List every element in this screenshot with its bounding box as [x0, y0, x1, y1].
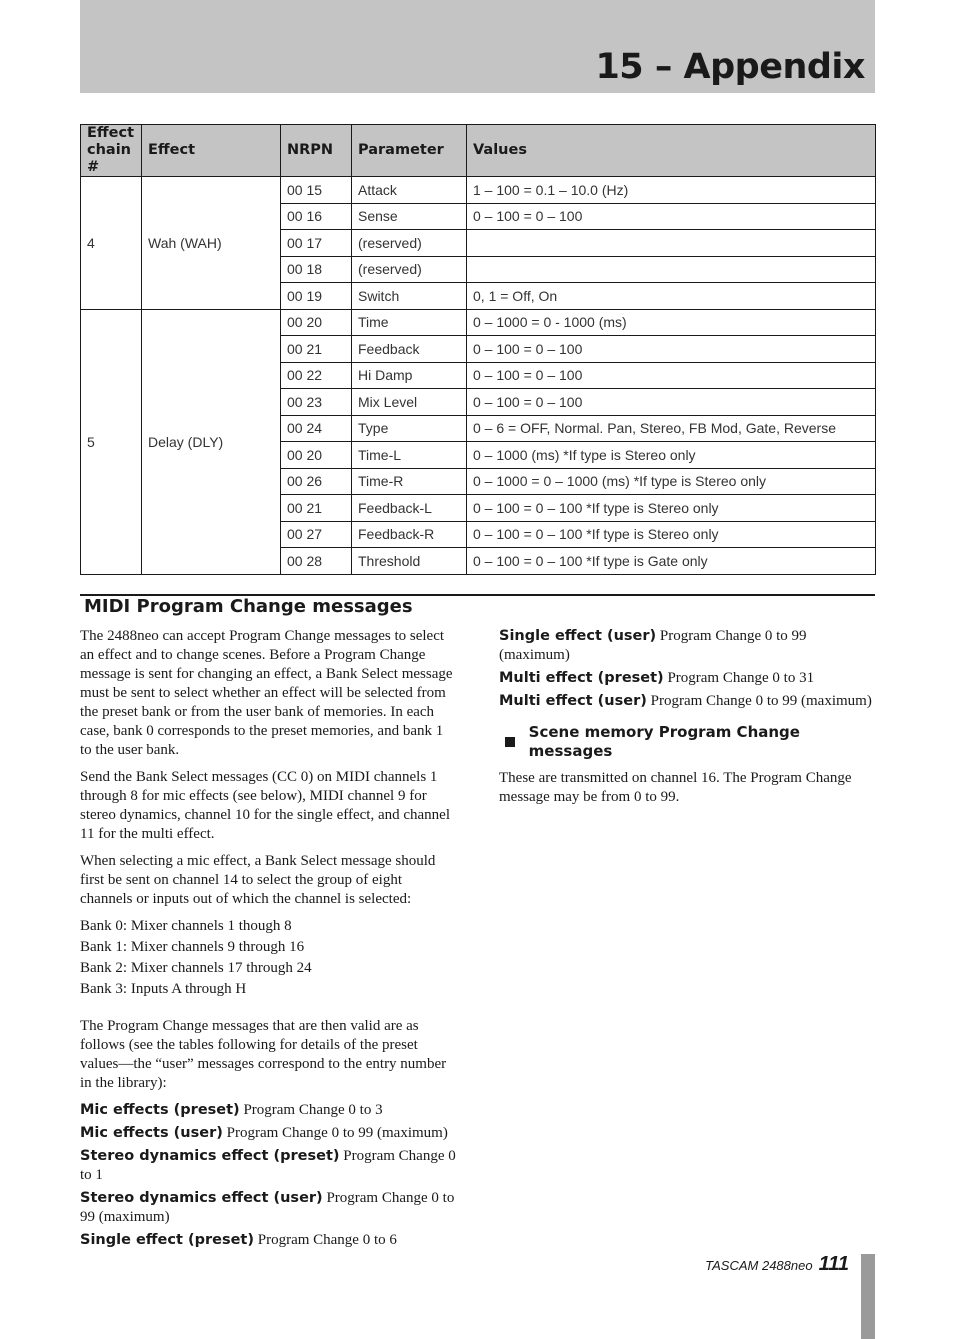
effect-name-cell: Wah (WAH)	[142, 177, 281, 310]
nrpn-cell: 00 26	[281, 468, 352, 495]
parameter-cell: Feedback-R	[352, 521, 467, 548]
square-bullet-icon	[505, 737, 515, 747]
column-header-values: Values	[467, 125, 876, 177]
nrpn-cell: 00 28	[281, 548, 352, 575]
paragraph: The 2488neo can accept Program Change messages to select an effect and to change scenes. Before a Program Change message is sent for changing an effect, a Bank Select message must be sent to select whether an effect will be selected from the preset bank or from the user bank of memories. In each case, bank 0 corresponds to the preset memories, and bank 1 to the user bank.	[80, 628, 453, 758]
nrpn-cell: 00 21	[281, 336, 352, 363]
page-title: 15 – Appendix	[595, 47, 865, 87]
parameter-cell: Time-R	[352, 468, 467, 495]
nrpn-cell: 00 27	[281, 521, 352, 548]
pc-label: Stereo dynamics effect (preset)	[80, 1148, 340, 1164]
parameter-cell: Attack	[352, 177, 467, 204]
nrpn-cell: 00 20	[281, 309, 352, 336]
parameter-cell: Type	[352, 415, 467, 442]
chain-number-cell: 5	[81, 309, 142, 574]
pc-label: Mic effects (preset)	[80, 1102, 240, 1118]
pc-value: Program Change 0 to 3	[243, 1102, 383, 1118]
pc-value: Program Change 0 to 99 (maximum)	[80, 1190, 455, 1225]
nrpn-parameter-table	[80, 124, 876, 575]
footer-brand: TASCAM 2488neo	[705, 1258, 813, 1273]
values-cell	[467, 256, 876, 283]
side-thumb-tab	[861, 1254, 875, 1339]
paragraph: When selecting a mic effect, a Bank Select message should first be sent on channel 14 to select the group of eight channels or inputs out of which the channel is selected:	[80, 853, 436, 907]
values-cell: 0 – 100 = 0 – 100	[467, 362, 876, 389]
page-footer	[705, 1253, 849, 1276]
nrpn-cell: 00 17	[281, 230, 352, 257]
program-change-entry	[499, 627, 877, 665]
parameter-cell: Switch	[352, 283, 467, 310]
page-number: 111	[818, 1253, 849, 1275]
nrpn-cell: 00 18	[281, 256, 352, 283]
program-change-entry	[80, 1189, 458, 1227]
program-change-entry	[80, 1231, 458, 1250]
pc-label: Single effect (user)	[499, 628, 657, 644]
parameter-cell: Feedback	[352, 336, 467, 363]
pc-value: Program Change 0 to 99 (maximum)	[499, 628, 807, 663]
header-band	[80, 0, 875, 93]
column-header-effect: Effect	[142, 125, 281, 177]
bank-item: Bank 3: Inputs A through H	[80, 981, 247, 997]
parameter-cell: (reserved)	[352, 256, 467, 283]
program-change-entry	[80, 1124, 458, 1143]
values-cell: 0 – 1000 (ms) *If type is Stereo only	[467, 442, 876, 469]
bank-list	[80, 917, 458, 999]
values-cell	[467, 230, 876, 257]
values-cell: 0 – 100 = 0 – 100	[467, 203, 876, 230]
pc-value: Program Change 0 to 31	[667, 670, 815, 686]
pc-label: Multi effect (user)	[499, 693, 647, 709]
nrpn-cell: 00 22	[281, 362, 352, 389]
column-header-nrpn: NRPN	[281, 125, 352, 177]
values-cell: 0 – 100 = 0 – 100	[467, 389, 876, 416]
parameter-cell: Threshold	[352, 548, 467, 575]
values-cell: 0 – 100 = 0 – 100 *If type is Gate only	[467, 548, 876, 575]
values-cell: 0 – 1000 = 0 – 1000 (ms) *If type is Stereo only	[467, 468, 876, 495]
parameter-cell: Time	[352, 309, 467, 336]
bank-item: Bank 0: Mixer channels 1 though 8	[80, 918, 292, 934]
values-cell: 0, 1 = Off, On	[467, 283, 876, 310]
table-header-row	[81, 125, 876, 177]
nrpn-cell: 00 23	[281, 389, 352, 416]
nrpn-cell: 00 24	[281, 415, 352, 442]
pc-label: Multi effect (preset)	[499, 670, 664, 686]
subsection-heading-text: Scene memory Program Change messages	[528, 723, 800, 760]
effect-name-cell: Delay (DLY)	[142, 309, 281, 574]
pc-label: Single effect (preset)	[80, 1232, 254, 1248]
column-header-parameter: Parameter	[352, 125, 467, 177]
nrpn-cell: 00 21	[281, 495, 352, 522]
right-column	[499, 627, 877, 815]
pc-label: Stereo dynamics effect (user)	[80, 1190, 323, 1206]
program-change-entry	[80, 1147, 458, 1185]
pc-value: Program Change 0 to 99 (maximum)	[226, 1125, 448, 1141]
subsection-heading	[499, 723, 877, 761]
section-heading: MIDI Program Change messages	[84, 596, 413, 617]
values-cell: 1 – 100 = 0.1 – 10.0 (Hz)	[467, 177, 876, 204]
left-column	[80, 627, 458, 1254]
values-cell: 0 – 100 = 0 – 100	[467, 336, 876, 363]
pc-value: Program Change 0 to 6	[257, 1232, 397, 1248]
parameter-cell: Hi Damp	[352, 362, 467, 389]
paragraph: Send the Bank Select messages (CC 0) on MIDI channels 1 through 8 for mic effects (see below), MIDI channel 9 for stereo dynamics, channel 10 for the single effect, and channel 11 for the multi effect.	[80, 769, 450, 842]
nrpn-cell: 00 15	[281, 177, 352, 204]
parameter-cell: Feedback-L	[352, 495, 467, 522]
paragraph: These are transmitted on channel 16. The Program Change message may be from 0 to 99.	[499, 770, 852, 805]
bank-item: Bank 2: Mixer channels 17 through 24	[80, 960, 312, 976]
parameter-cell: Time-L	[352, 442, 467, 469]
program-change-entry	[80, 1101, 458, 1120]
pc-value: Program Change 0 to 99 (maximum)	[650, 693, 872, 709]
column-header-chain: Effect chain #	[81, 125, 142, 177]
values-cell: 0 – 100 = 0 – 100 *If type is Stereo only	[467, 495, 876, 522]
values-cell: 0 – 1000 = 0 - 1000 (ms)	[467, 309, 876, 336]
nrpn-cell: 00 20	[281, 442, 352, 469]
parameter-cell: (reserved)	[352, 230, 467, 257]
values-cell: 0 – 6 = OFF, Normal. Pan, Stereo, FB Mod, Gate, Reverse	[467, 415, 876, 442]
nrpn-cell: 00 19	[281, 283, 352, 310]
paragraph: The Program Change messages that are then valid are as follows (see the tables following for details of the preset values—the “user” messages correspond to the entry number in the library):	[80, 1018, 447, 1091]
bank-item: Bank 1: Mixer channels 9 through 16	[80, 939, 305, 955]
program-change-entry	[499, 692, 877, 711]
pc-value: Program Change 0 to 1	[80, 1148, 456, 1183]
chain-number-cell: 4	[81, 177, 142, 310]
table-row	[81, 177, 876, 204]
parameter-cell: Sense	[352, 203, 467, 230]
values-cell: 0 – 100 = 0 – 100 *If type is Stereo only	[467, 521, 876, 548]
pc-label: Mic effects (user)	[80, 1125, 223, 1141]
table-row	[81, 309, 876, 336]
nrpn-cell: 00 16	[281, 203, 352, 230]
program-change-entry	[499, 669, 877, 688]
parameter-cell: Mix Level	[352, 389, 467, 416]
